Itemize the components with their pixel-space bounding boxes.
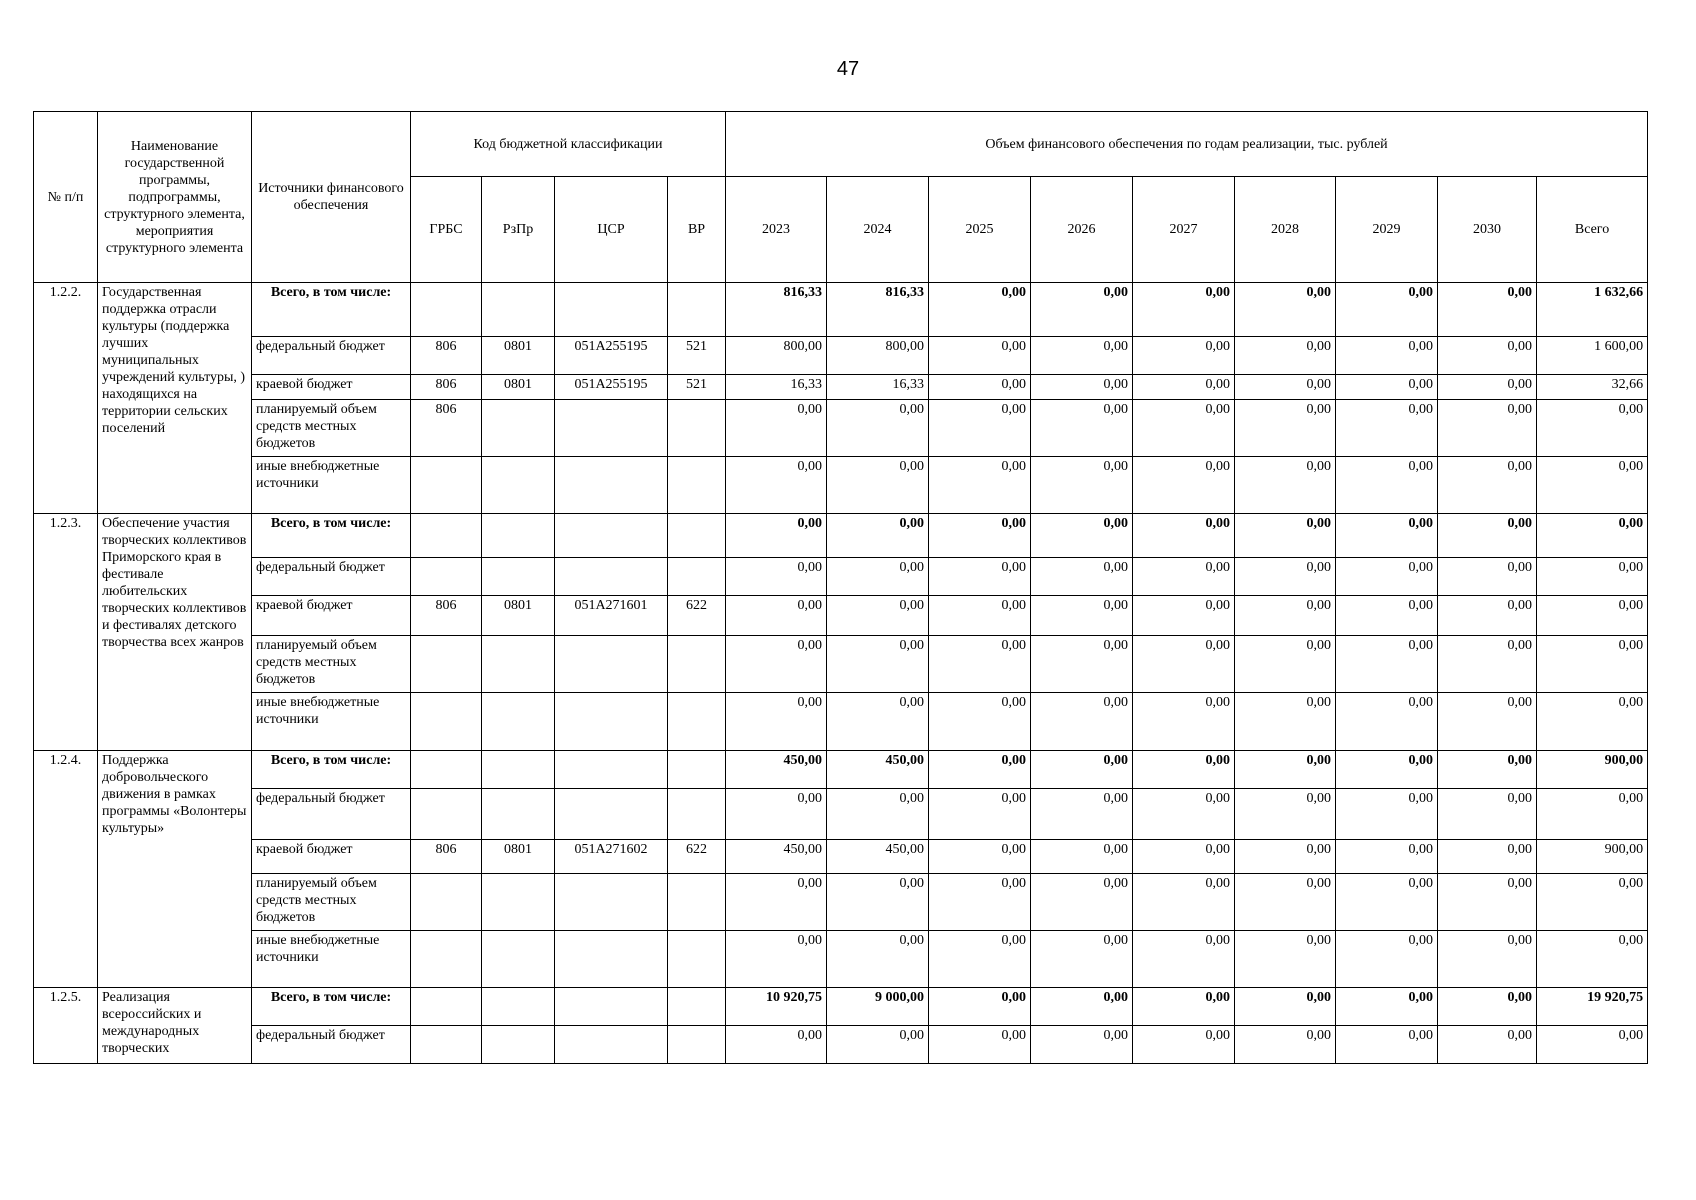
amount-total: 0,00: [1537, 693, 1648, 751]
table-row: [34, 751, 1648, 789]
code-csr: 051А271602: [555, 840, 668, 874]
code-vr: [668, 751, 726, 789]
funding-source: федеральный бюджет: [252, 789, 411, 840]
code-csr: [555, 751, 668, 789]
amount-2023: 450,00: [726, 840, 827, 874]
amount-2027: 0,00: [1133, 789, 1235, 840]
item-name: Государственная поддержка отрасли культуры (поддержка лучших муниципальных учреждений культуры, ) находящихся на территории сельских поселений: [98, 283, 252, 514]
code-vr: [668, 558, 726, 596]
code-grbs: [411, 988, 482, 1026]
amount-2025: 0,00: [929, 400, 1031, 457]
header-years-group: Объем финансового обеспечения по годам реализации, тыс. рублей: [726, 112, 1648, 177]
funding-source: краевой бюджет: [252, 840, 411, 874]
amount-2027: 0,00: [1133, 514, 1235, 558]
amount-2025: 0,00: [929, 931, 1031, 988]
code-grbs: [411, 457, 482, 514]
amount-2024: 0,00: [827, 400, 929, 457]
amount-2030: 0,00: [1438, 789, 1537, 840]
table-body: [34, 283, 1648, 1064]
code-grbs: [411, 514, 482, 558]
amount-2030: 0,00: [1438, 375, 1537, 400]
amount-2023: 16,33: [726, 375, 827, 400]
header-rzpr: РзПр: [482, 177, 555, 283]
amount-2023: 0,00: [726, 1026, 827, 1064]
header-vr: ВР: [668, 177, 726, 283]
amount-2024: 0,00: [827, 558, 929, 596]
amount-2026: 0,00: [1031, 636, 1133, 693]
amount-2030: 0,00: [1438, 400, 1537, 457]
amount-2026: 0,00: [1031, 283, 1133, 337]
code-rzpr: 0801: [482, 596, 555, 636]
funding-source-total: Всего, в том числе:: [252, 988, 411, 1026]
code-rzpr: [482, 874, 555, 931]
amount-2024: 0,00: [827, 596, 929, 636]
code-rzpr: [482, 1026, 555, 1064]
amount-2028: 0,00: [1235, 283, 1336, 337]
amount-2029: 0,00: [1336, 514, 1438, 558]
amount-2023: 10 920,75: [726, 988, 827, 1026]
amount-2025: 0,00: [929, 789, 1031, 840]
table-row: [34, 596, 1648, 636]
amount-total: 0,00: [1537, 457, 1648, 514]
code-vr: [668, 283, 726, 337]
code-vr: 521: [668, 375, 726, 400]
table-row: [34, 693, 1648, 751]
code-vr: [668, 988, 726, 1026]
amount-2024: 0,00: [827, 1026, 929, 1064]
item-number: 1.2.3.: [34, 514, 98, 751]
code-rzpr: 0801: [482, 840, 555, 874]
amount-2023: 0,00: [726, 514, 827, 558]
amount-total: 0,00: [1537, 596, 1648, 636]
amount-2030: 0,00: [1438, 988, 1537, 1026]
amount-2026: 0,00: [1031, 400, 1133, 457]
amount-2026: 0,00: [1031, 337, 1133, 375]
code-rzpr: [482, 988, 555, 1026]
amount-2030: 0,00: [1438, 514, 1537, 558]
code-rzpr: [482, 514, 555, 558]
amount-2024: 0,00: [827, 457, 929, 514]
funding-source: планируемый объем средств местных бюджетов: [252, 400, 411, 457]
amount-2024: 16,33: [827, 375, 929, 400]
amount-2023: 0,00: [726, 636, 827, 693]
header-year-2029: 2029: [1336, 177, 1438, 283]
code-vr: 622: [668, 840, 726, 874]
amount-2027: 0,00: [1133, 558, 1235, 596]
amount-2024: 816,33: [827, 283, 929, 337]
amount-2025: 0,00: [929, 457, 1031, 514]
amount-2024: 800,00: [827, 337, 929, 375]
header-grbs: ГРБС: [411, 177, 482, 283]
code-grbs: [411, 751, 482, 789]
amount-total: 0,00: [1537, 514, 1648, 558]
code-grbs: [411, 283, 482, 337]
amount-2027: 0,00: [1133, 693, 1235, 751]
amount-2025: 0,00: [929, 596, 1031, 636]
amount-total: 19 920,75: [1537, 988, 1648, 1026]
amount-2029: 0,00: [1336, 693, 1438, 751]
code-rzpr: 0801: [482, 337, 555, 375]
amount-2026: 0,00: [1031, 1026, 1133, 1064]
amount-2023: 0,00: [726, 931, 827, 988]
funding-source: федеральный бюджет: [252, 1026, 411, 1064]
code-csr: 051А255195: [555, 337, 668, 375]
amount-2029: 0,00: [1336, 840, 1438, 874]
amount-2025: 0,00: [929, 283, 1031, 337]
amount-2027: 0,00: [1133, 988, 1235, 1026]
funding-source: федеральный бюджет: [252, 337, 411, 375]
code-csr: [555, 514, 668, 558]
code-grbs: 806: [411, 375, 482, 400]
amount-2025: 0,00: [929, 1026, 1031, 1064]
amount-2027: 0,00: [1133, 931, 1235, 988]
amount-2024: 0,00: [827, 789, 929, 840]
amount-total: 900,00: [1537, 840, 1648, 874]
amount-2027: 0,00: [1133, 840, 1235, 874]
amount-2029: 0,00: [1336, 1026, 1438, 1064]
header-source: Источники финансового обеспечения: [252, 112, 411, 283]
funding-source: иные внебюджетные источники: [252, 457, 411, 514]
code-csr: [555, 283, 668, 337]
table-row: [34, 283, 1648, 337]
amount-2025: 0,00: [929, 693, 1031, 751]
table-row: [34, 931, 1648, 988]
header-no: № п/п: [34, 112, 98, 283]
amount-2030: 0,00: [1438, 931, 1537, 988]
code-rzpr: [482, 693, 555, 751]
code-rzpr: 0801: [482, 375, 555, 400]
amount-2028: 0,00: [1235, 751, 1336, 789]
amount-2023: 0,00: [726, 874, 827, 931]
code-csr: [555, 693, 668, 751]
amount-2029: 0,00: [1336, 874, 1438, 931]
amount-2024: 0,00: [827, 693, 929, 751]
amount-2029: 0,00: [1336, 283, 1438, 337]
code-rzpr: [482, 789, 555, 840]
amount-2028: 0,00: [1235, 693, 1336, 751]
amount-2024: 9 000,00: [827, 988, 929, 1026]
code-vr: [668, 789, 726, 840]
table-row: [34, 874, 1648, 931]
funding-source-total: Всего, в том числе:: [252, 514, 411, 558]
amount-2027: 0,00: [1133, 596, 1235, 636]
amount-2029: 0,00: [1336, 596, 1438, 636]
table-row: [34, 514, 1648, 558]
amount-2025: 0,00: [929, 751, 1031, 789]
code-grbs: 806: [411, 596, 482, 636]
item-number: 1.2.5.: [34, 988, 98, 1064]
table-row: [34, 400, 1648, 457]
amount-2030: 0,00: [1438, 558, 1537, 596]
table-row: [34, 636, 1648, 693]
amount-2029: 0,00: [1336, 375, 1438, 400]
code-grbs: [411, 693, 482, 751]
amount-2026: 0,00: [1031, 693, 1133, 751]
amount-2026: 0,00: [1031, 874, 1133, 931]
amount-2024: 0,00: [827, 636, 929, 693]
table-row: [34, 457, 1648, 514]
table-row: [34, 988, 1648, 1026]
amount-2030: 0,00: [1438, 636, 1537, 693]
table-row: [34, 375, 1648, 400]
header-year-2024: 2024: [827, 177, 929, 283]
amount-2026: 0,00: [1031, 558, 1133, 596]
amount-total: 1 632,66: [1537, 283, 1648, 337]
amount-2025: 0,00: [929, 514, 1031, 558]
page-number: 47: [836, 58, 860, 80]
header-name: Наименование государственной программы, подпрограммы, структурного элемента, мероприятия структурного элемента: [98, 112, 252, 283]
code-grbs: [411, 1026, 482, 1064]
code-csr: [555, 874, 668, 931]
code-rzpr: [482, 751, 555, 789]
table-row: [34, 558, 1648, 596]
amount-2030: 0,00: [1438, 693, 1537, 751]
amount-2027: 0,00: [1133, 751, 1235, 789]
funding-source: планируемый объем средств местных бюджетов: [252, 874, 411, 931]
code-vr: [668, 514, 726, 558]
header-csr: ЦСР: [555, 177, 668, 283]
amount-2030: 0,00: [1438, 457, 1537, 514]
amount-2024: 0,00: [827, 931, 929, 988]
item-name: Реализация всероссийских и международных творческих: [98, 988, 252, 1064]
amount-2028: 0,00: [1235, 1026, 1336, 1064]
amount-2025: 0,00: [929, 337, 1031, 375]
code-grbs: [411, 558, 482, 596]
code-rzpr: [482, 931, 555, 988]
funding-source-total: Всего, в том числе:: [252, 751, 411, 789]
code-grbs: [411, 874, 482, 931]
table-row: [34, 1026, 1648, 1064]
amount-2023: 450,00: [726, 751, 827, 789]
amount-2023: 800,00: [726, 337, 827, 375]
code-rzpr: [482, 283, 555, 337]
header-year-2027: 2027: [1133, 177, 1235, 283]
code-csr: 051А271601: [555, 596, 668, 636]
amount-2028: 0,00: [1235, 988, 1336, 1026]
code-vr: [668, 1026, 726, 1064]
amount-total: 0,00: [1537, 1026, 1648, 1064]
table-row: [34, 789, 1648, 840]
amount-2023: 816,33: [726, 283, 827, 337]
code-csr: [555, 1026, 668, 1064]
amount-2024: 450,00: [827, 840, 929, 874]
amount-2027: 0,00: [1133, 457, 1235, 514]
item-number: 1.2.4.: [34, 751, 98, 988]
code-rzpr: [482, 457, 555, 514]
amount-2027: 0,00: [1133, 337, 1235, 375]
code-csr: [555, 457, 668, 514]
code-grbs: 806: [411, 337, 482, 375]
code-rzpr: [482, 400, 555, 457]
item-number: 1.2.2.: [34, 283, 98, 514]
code-vr: [668, 931, 726, 988]
header-total: Всего: [1537, 177, 1648, 283]
amount-2025: 0,00: [929, 375, 1031, 400]
amount-2028: 0,00: [1235, 514, 1336, 558]
amount-total: 1 600,00: [1537, 337, 1648, 375]
amount-2026: 0,00: [1031, 988, 1133, 1026]
amount-2026: 0,00: [1031, 596, 1133, 636]
code-csr: [555, 636, 668, 693]
amount-total: 0,00: [1537, 789, 1648, 840]
code-csr: [555, 931, 668, 988]
amount-2026: 0,00: [1031, 514, 1133, 558]
amount-2030: 0,00: [1438, 1026, 1537, 1064]
code-rzpr: [482, 636, 555, 693]
code-vr: [668, 457, 726, 514]
amount-total: 0,00: [1537, 931, 1648, 988]
amount-2025: 0,00: [929, 636, 1031, 693]
amount-2027: 0,00: [1133, 283, 1235, 337]
amount-2023: 0,00: [726, 457, 827, 514]
table-row: [34, 337, 1648, 375]
amount-2026: 0,00: [1031, 751, 1133, 789]
funding-source: краевой бюджет: [252, 596, 411, 636]
funding-source: иные внебюджетные источники: [252, 931, 411, 988]
budget-table: [33, 111, 1648, 1064]
amount-2026: 0,00: [1031, 457, 1133, 514]
code-grbs: [411, 931, 482, 988]
item-name: Обеспечение участия творческих коллективов Приморского края в фестивале любительских творческих коллективов и фестивалях детского творчества всех жанров: [98, 514, 252, 751]
amount-2028: 0,00: [1235, 596, 1336, 636]
amount-total: 900,00: [1537, 751, 1648, 789]
code-csr: [555, 789, 668, 840]
code-vr: [668, 874, 726, 931]
amount-2029: 0,00: [1336, 337, 1438, 375]
amount-2029: 0,00: [1336, 931, 1438, 988]
amount-2028: 0,00: [1235, 874, 1336, 931]
amount-total: 0,00: [1537, 558, 1648, 596]
amount-2023: 0,00: [726, 400, 827, 457]
amount-total: 0,00: [1537, 874, 1648, 931]
amount-2024: 0,00: [827, 874, 929, 931]
header-year-2025: 2025: [929, 177, 1031, 283]
amount-2029: 0,00: [1336, 751, 1438, 789]
code-csr: 051А255195: [555, 375, 668, 400]
amount-total: 0,00: [1537, 636, 1648, 693]
amount-2025: 0,00: [929, 988, 1031, 1026]
code-vr: [668, 693, 726, 751]
table-row: [34, 840, 1648, 874]
code-vr: 622: [668, 596, 726, 636]
amount-2026: 0,00: [1031, 840, 1133, 874]
header-budget-code-group: Код бюджетной классификации: [411, 112, 726, 177]
amount-2028: 0,00: [1235, 636, 1336, 693]
code-grbs: 806: [411, 400, 482, 457]
amount-2029: 0,00: [1336, 400, 1438, 457]
amount-2027: 0,00: [1133, 636, 1235, 693]
amount-2029: 0,00: [1336, 789, 1438, 840]
code-grbs: [411, 789, 482, 840]
amount-2026: 0,00: [1031, 375, 1133, 400]
amount-2024: 450,00: [827, 751, 929, 789]
code-csr: [555, 988, 668, 1026]
amount-2027: 0,00: [1133, 400, 1235, 457]
amount-2025: 0,00: [929, 558, 1031, 596]
amount-2030: 0,00: [1438, 596, 1537, 636]
amount-2030: 0,00: [1438, 874, 1537, 931]
amount-2028: 0,00: [1235, 931, 1336, 988]
code-vr: [668, 400, 726, 457]
amount-2028: 0,00: [1235, 558, 1336, 596]
amount-2027: 0,00: [1133, 1026, 1235, 1064]
item-name: Поддержка добровольческого движения в рамках программы «Волонтеры культуры»: [98, 751, 252, 988]
amount-2025: 0,00: [929, 840, 1031, 874]
funding-source: планируемый объем средств местных бюджетов: [252, 636, 411, 693]
amount-2029: 0,00: [1336, 558, 1438, 596]
amount-2026: 0,00: [1031, 931, 1133, 988]
code-grbs: [411, 636, 482, 693]
code-grbs: 806: [411, 840, 482, 874]
amount-2028: 0,00: [1235, 400, 1336, 457]
amount-2030: 0,00: [1438, 751, 1537, 789]
code-rzpr: [482, 558, 555, 596]
amount-2030: 0,00: [1438, 283, 1537, 337]
funding-source: федеральный бюджет: [252, 558, 411, 596]
header-year-2023: 2023: [726, 177, 827, 283]
funding-source: краевой бюджет: [252, 375, 411, 400]
header-year-2026: 2026: [1031, 177, 1133, 283]
amount-2026: 0,00: [1031, 789, 1133, 840]
code-vr: [668, 636, 726, 693]
amount-2024: 0,00: [827, 514, 929, 558]
code-csr: [555, 558, 668, 596]
amount-2029: 0,00: [1336, 988, 1438, 1026]
header-year-2028: 2028: [1235, 177, 1336, 283]
amount-2029: 0,00: [1336, 636, 1438, 693]
amount-2027: 0,00: [1133, 375, 1235, 400]
code-vr: 521: [668, 337, 726, 375]
funding-source-total: Всего, в том числе:: [252, 283, 411, 337]
amount-2025: 0,00: [929, 874, 1031, 931]
amount-2023: 0,00: [726, 693, 827, 751]
amount-2023: 0,00: [726, 558, 827, 596]
amount-2028: 0,00: [1235, 840, 1336, 874]
amount-2028: 0,00: [1235, 337, 1336, 375]
amount-total: 32,66: [1537, 375, 1648, 400]
amount-2023: 0,00: [726, 789, 827, 840]
header-year-2030: 2030: [1438, 177, 1537, 283]
amount-total: 0,00: [1537, 400, 1648, 457]
funding-source: иные внебюджетные источники: [252, 693, 411, 751]
table-header: [34, 112, 1648, 283]
amount-2029: 0,00: [1336, 457, 1438, 514]
amount-2023: 0,00: [726, 596, 827, 636]
amount-2028: 0,00: [1235, 457, 1336, 514]
amount-2027: 0,00: [1133, 874, 1235, 931]
amount-2030: 0,00: [1438, 840, 1537, 874]
code-csr: [555, 400, 668, 457]
amount-2030: 0,00: [1438, 337, 1537, 375]
amount-2028: 0,00: [1235, 789, 1336, 840]
amount-2028: 0,00: [1235, 375, 1336, 400]
